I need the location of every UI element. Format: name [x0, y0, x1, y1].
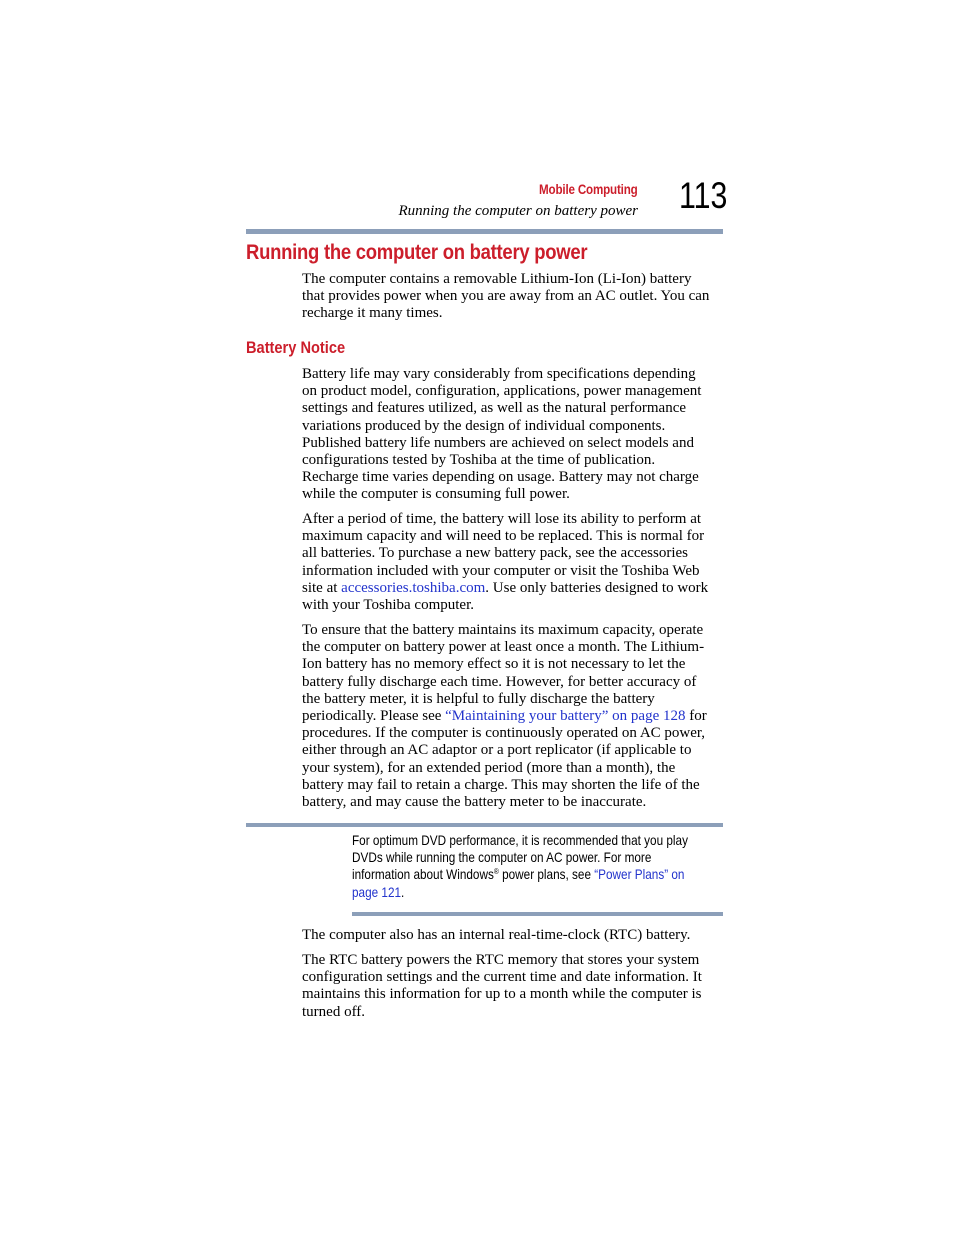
note-top-rule [246, 823, 723, 827]
accessories-link[interactable]: accessories.toshiba.com [341, 579, 486, 596]
subsection-heading: Battery Notice [246, 338, 346, 357]
header-rule [246, 229, 723, 234]
registered-mark: ® [493, 867, 499, 877]
page-number: 113 [679, 175, 728, 216]
battery-notice-paragraph-2: After a period of time, the battery will lose its ability to perform at maximum capacity and will need to be replaced. This is normal for all batteries. To purchase a new battery pack, see the accessories information included with your computer or visit the Toshiba Web site at accessories.toshiba.com. Use only batteries designed to work with your Toshiba computer. [302, 511, 709, 614]
section-heading: Running the computer on battery power [246, 241, 588, 264]
maintaining-battery-link[interactable]: “Maintaining your battery” on page 128 [445, 708, 686, 725]
running-head [398, 181, 638, 221]
rtc-paragraph-1: The computer also has an internal real-time-clock (RTC) battery. [302, 927, 691, 943]
note-bottom-rule [352, 912, 723, 916]
power-plans-link[interactable]: “Power Plans” on [594, 866, 685, 883]
power-plans-page-link[interactable]: page 121 [352, 883, 402, 900]
running-head-subsection: Running the computer on battery power [398, 203, 638, 219]
intro-paragraph: The computer contains a removable Lithium-Ion (Li-Ion) battery that provides power when you are away from an AC outlet. You can recharge it many times. [302, 271, 710, 322]
running-head-section: Mobile Computing [539, 182, 638, 197]
rtc-paragraph-2: The RTC battery powers the RTC memory that stores your system configuration settings and the current time and date information. It maintains this information for up to a month while the computer is turned off. [302, 952, 702, 1020]
battery-notice-paragraph-1: Battery life may vary considerably from specifications depending on product model, configuration, applications, power management settings and features utilized, as well as the natural performance variations produced by the design of individual components. Published battery life numbers are achieved on select models and configurations tested by Toshiba at the time of publication. Recharge time varies depending on usage. Battery may not charge while the computer is consuming full power. [302, 366, 702, 503]
battery-notice-paragraph-3: To ensure that the battery maintains its maximum capacity, operate the computer on battery power at least once a month. The Lithium- Ion battery has no memory effect so it is not necessary to let the battery fully discharge each time. However, for better accuracy of the battery meter, it is helpful to fully discharge the battery periodically. Please see “Maintaining your battery” on page 128 for procedures. If the computer is continuously operated on AC power, either through an AC adaptor or a port replicator (if applicable to your system), for an extended period (more than a month), the battery may fail to retain a charge. This may shorten the life of the battery, and may cause the battery meter to be inaccurate. [302, 622, 707, 811]
note-box: For optimum DVD performance, it is recommended that you play DVDs while running the computer on AC power. For more information about Windows® power plans, see “Power Plans” on page 121. [352, 832, 688, 900]
